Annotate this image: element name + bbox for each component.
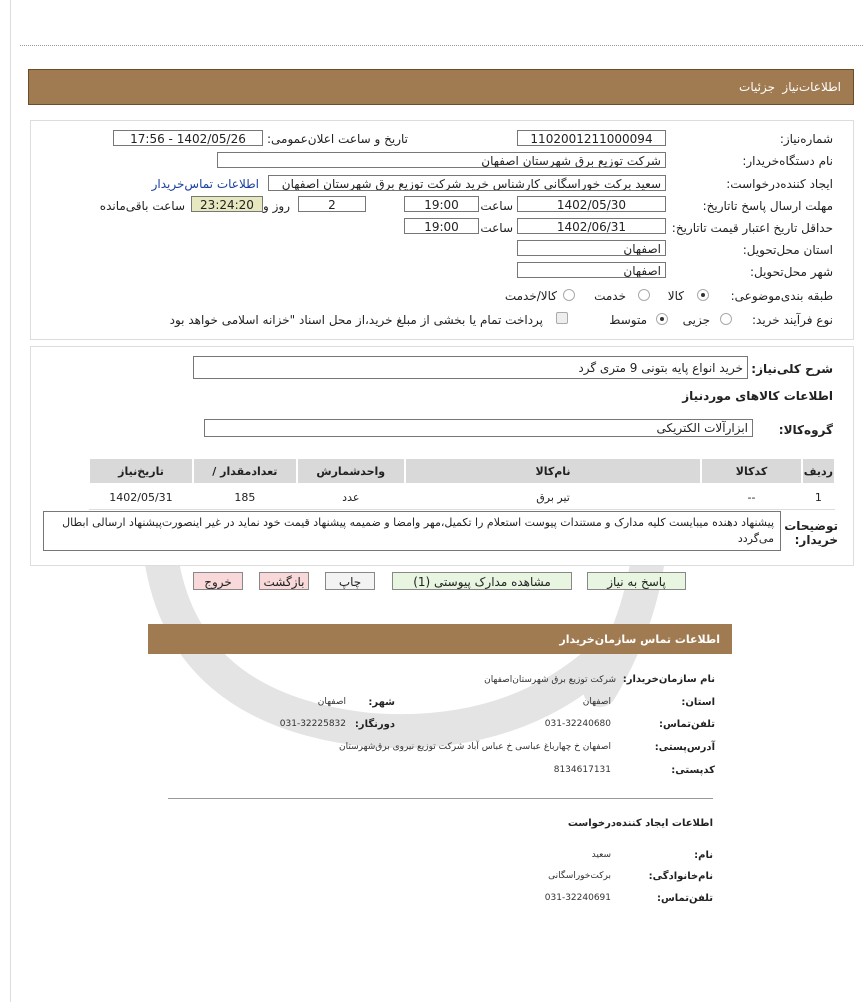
- creator-family-value: برکت‌خوراسگانی: [548, 871, 611, 881]
- validity-time-label: ساعت: [480, 221, 513, 235]
- cell-unit: عدد: [297, 484, 405, 510]
- summary-field: خرید انواع پایه بتونی 9 متری گرد: [193, 356, 748, 379]
- summary-label: شرح کلی‌نیاز:: [751, 362, 833, 376]
- creator-field: سعید برکت خوراسگانی کارشناس خرید شرکت توزیع برق شهرستان اصفهان: [268, 175, 666, 191]
- table-row: [89, 484, 835, 510]
- treasury-text: پرداخت تمام یا بخشی از مبلغ خرید،از محل اسناد "خزانه اسلامی خواهد بود: [169, 313, 543, 327]
- fax-value: 031-32225832: [279, 719, 346, 729]
- goods-group-label: گروه‌کالا:: [778, 423, 833, 437]
- category-goods-label: کالا: [667, 289, 684, 303]
- col-qty: تعداد‌مقدار /: [193, 458, 297, 484]
- col-code: کدکالا: [701, 458, 802, 484]
- announce-datetime-field: 1402/05/26 - 17:56: [113, 130, 263, 146]
- validity-label: حداقل تاریخ اعتبار قیمت تا‌تاریخ:: [671, 221, 833, 235]
- validity-time-field: 19:00: [404, 218, 479, 234]
- buyer-label: نام دستگاه‌خریدار:: [742, 154, 833, 168]
- buyer-name-field: شرکت توزیع برق شهرستان اصفهان: [217, 152, 666, 168]
- goods-group-field: ابزارآلات الکتریکی: [204, 419, 753, 437]
- goods-table: [88, 457, 836, 510]
- fax-label: دورنگار:: [354, 719, 395, 730]
- treasury-checkbox[interactable]: [556, 312, 568, 324]
- attachments-button[interactable]: مشاهده مدارک پیوستی (1): [392, 572, 572, 590]
- need-number-field: 1102001211000094: [517, 130, 666, 146]
- validity-date-field: 1402/06/31: [517, 218, 666, 234]
- remaining-label: ساعت باقی‌مانده: [99, 199, 185, 213]
- need-number-label: شماره‌نیاز:: [779, 132, 833, 146]
- cell-name: تیر برق: [405, 484, 701, 510]
- page-header: [28, 69, 854, 105]
- page-left-border: [10, 0, 11, 1002]
- deadline-label: مهلت ارسال پاسخ تا‌تاریخ:: [702, 199, 833, 213]
- buyer-notes-label: توضیحات خریدار:: [784, 519, 838, 547]
- contact-city-value: اصفهان: [317, 697, 346, 707]
- category-goods-radio[interactable]: [697, 289, 709, 301]
- creator-phone-value: 031-32240691: [544, 893, 611, 903]
- exit-button[interactable]: خروج: [193, 572, 243, 590]
- org-label: نام سازمان‌خریدار:: [622, 674, 715, 685]
- category-both-radio[interactable]: [563, 289, 575, 301]
- phone-label: تلفن‌تماس:: [658, 719, 715, 730]
- city-field: اصفهان: [517, 262, 666, 278]
- category-service-radio[interactable]: [638, 289, 650, 301]
- col-row: ردیف: [802, 458, 835, 484]
- postal-label: کد‌پستی:: [671, 765, 715, 776]
- phone-value: 031-32240680: [544, 719, 611, 729]
- back-button[interactable]: بازگشت: [259, 572, 309, 590]
- province-label: استان محل‌تحویل:: [742, 243, 833, 257]
- print-button[interactable]: چاپ: [325, 572, 375, 590]
- buyer-notes-field: پیشنهاد دهنده میبایست کلیه مدارک و مستندات پیوست استعلام را تکمیل،مهر وامضا و ضمیمه پیشنهاد قیمت خود نماید در غیر اینصورت‌پیشنهاد ارسالی ابطال می‌گردد: [43, 511, 781, 551]
- city-label: شهر محل‌تحویل:: [749, 265, 833, 279]
- creator-name-value: سعید: [591, 850, 611, 860]
- contact-province-value: اصفهان: [582, 697, 611, 707]
- process-label: نوع فرآیند خرید:: [752, 313, 833, 327]
- process-partial-label: جزیی: [682, 313, 710, 327]
- goods-info-title: اطلاعات کالاهای موردنیاز: [682, 389, 833, 403]
- deadline-time-field: 19:00: [404, 196, 479, 212]
- contact-section-header: [148, 624, 732, 654]
- col-date: تاریخ‌نیاز: [89, 458, 193, 484]
- process-partial-radio[interactable]: [720, 313, 732, 325]
- contact-city-label: شهر:: [368, 697, 395, 708]
- cell-row: 1: [802, 484, 835, 510]
- category-both-label: کالا/خدمت: [504, 289, 557, 303]
- province-field: اصفهان: [517, 240, 666, 256]
- creator-phone-label: تلفن‌تماس:: [656, 893, 713, 904]
- address-label: آدرس‌پستی:: [654, 742, 715, 753]
- org-value: شرکت توزیع برق شهرستان‌اصفهان: [484, 675, 616, 685]
- creator-family-label: نام‌خانوادگی:: [648, 871, 713, 882]
- process-medium-label: متوسط: [609, 313, 647, 327]
- days-label: روز و: [263, 199, 290, 213]
- postal-value: 8134617131: [553, 765, 611, 775]
- remaining-time-field: 23:24:20: [191, 196, 263, 212]
- category-service-label: خدمت: [594, 289, 626, 303]
- creator-info-title: اطلاعات ایجاد کننده‌درخواست: [567, 818, 713, 829]
- cell-code: --: [701, 484, 802, 510]
- deadline-time-label: ساعت: [480, 199, 513, 213]
- contact-divider: [168, 798, 713, 799]
- col-unit: واحدشمارش: [297, 458, 405, 484]
- cell-qty: 185: [193, 484, 297, 510]
- reply-button[interactable]: پاسخ به نیاز: [587, 572, 686, 590]
- cell-date: 1402/05/31: [89, 484, 193, 510]
- tab-details[interactable]: جزئیات: [739, 80, 775, 94]
- creator-label: ایجاد کننده‌درخواست:: [726, 177, 833, 191]
- contact-section-title: اطلاعات تماس سازمان‌خریدار: [559, 633, 720, 646]
- process-medium-radio[interactable]: [656, 313, 668, 325]
- category-label: طبقه بندی‌موضوعی:: [730, 289, 833, 303]
- contact-province-label: استان:: [681, 697, 715, 708]
- top-divider: [20, 45, 863, 46]
- announce-label: تاریخ و ساعت اعلان‌عمومی:: [266, 132, 408, 146]
- address-value: اصفهان خ چهارباغ عباسی خ عباس آباد شرکت توزیع نیروی برق‌شهرستان: [339, 742, 611, 752]
- deadline-date-field: 1402/05/30: [517, 196, 666, 212]
- buyer-contact-link[interactable]: اطلاعات تماس‌خریدار: [151, 177, 259, 191]
- creator-name-label: نام:: [694, 850, 713, 861]
- tab-need-info[interactable]: اطلاعات‌نیاز: [782, 80, 841, 94]
- col-name: نام‌کالا: [405, 458, 701, 484]
- days-field: 2: [298, 196, 366, 212]
